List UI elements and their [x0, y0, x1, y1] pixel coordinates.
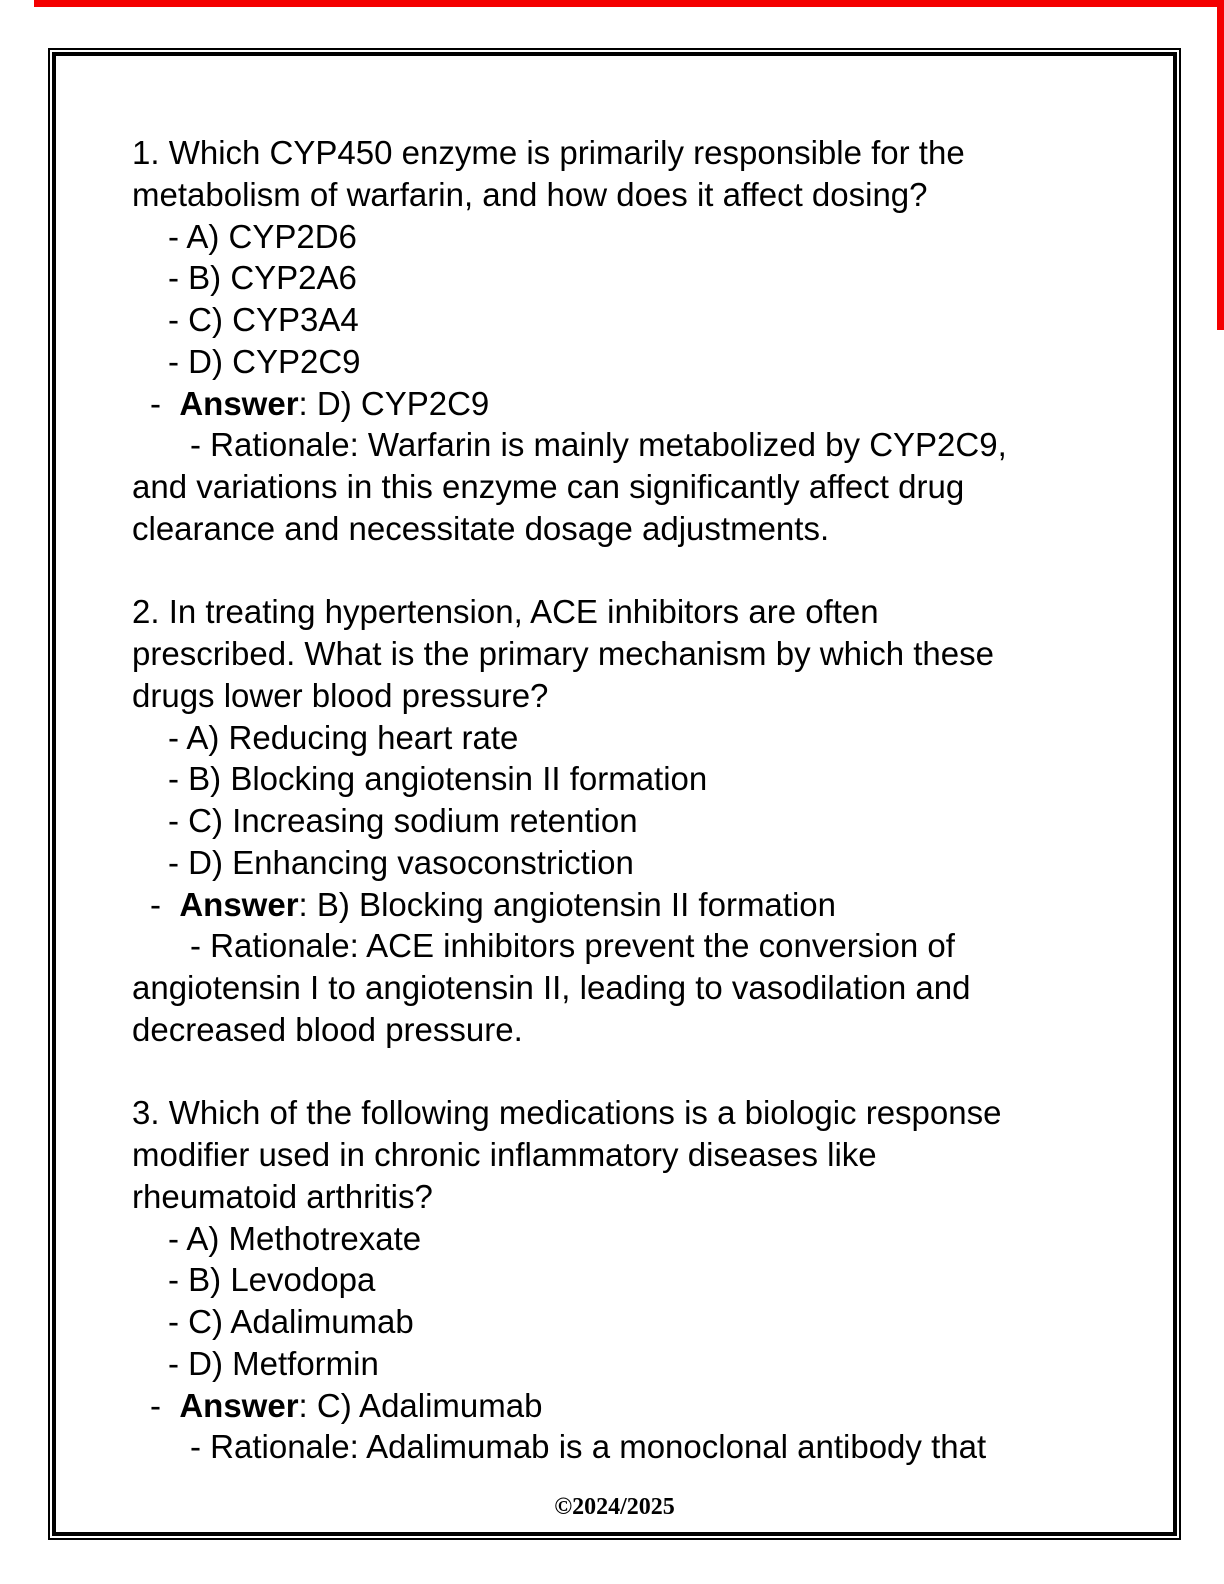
answer-label: Answer [179, 1386, 299, 1424]
answer-value: : C) Adalimumab [298, 1386, 543, 1424]
option-line: - A) Methotrexate [168, 1219, 422, 1257]
cont-line: rheumatoid arthritis? [132, 1177, 433, 1215]
question-line: 1. Which CYP450 enzyme is primarily responsible for the [132, 134, 965, 171]
answer-dash: - [150, 384, 180, 422]
question-block-3 [132, 1092, 1122, 1468]
red-top-edge-mark [34, 0, 1224, 7]
cont-line: and variations in this enzyme can significantly affect drug [132, 468, 965, 505]
cont-line: decreased blood pressure. [132, 1010, 523, 1048]
option-line: - C) Increasing sodium retention [168, 802, 638, 839]
question-block-2 [132, 591, 1122, 1050]
answer-dash: - [150, 885, 180, 923]
answer-line [132, 383, 1122, 425]
option-line: - A) Reducing heart rate [168, 718, 519, 756]
question-line: 3. Which of the following medications is a biologic response [132, 1094, 1002, 1132]
answer-dash: - [150, 1386, 180, 1424]
option-line: - D) Enhancing vasoconstriction [168, 843, 634, 881]
answer-line [132, 884, 1122, 926]
answer-value: : B) Blocking angiotensin II formation [298, 885, 836, 923]
option-line: - A) CYP2D6 [168, 217, 357, 255]
page-footer [48, 1494, 1181, 1520]
option-line: - C) Adalimumab [168, 1303, 414, 1340]
option-line: - D) CYP2C9 [168, 342, 361, 380]
option-line: - D) Metformin [168, 1344, 379, 1382]
cont-line: drugs lower blood pressure? [132, 676, 549, 714]
option-line: - B) CYP2A6 [168, 259, 357, 297]
rationale-line: - Rationale: Warfarin is mainly metabolized by CYP2C9, [190, 426, 1007, 464]
answer-label: Answer [179, 384, 299, 422]
question-line: 2. In treating hypertension, ACE inhibitors are often [132, 593, 879, 631]
copyright-text: ©2024/2025 [554, 1494, 675, 1520]
red-right-edge-mark [1217, 0, 1224, 330]
quiz-body [132, 132, 1122, 1468]
cont-line: modifier used in chronic inflammatory diseases like [132, 1136, 877, 1173]
cont-line: clearance and necessitate dosage adjustments. [132, 509, 830, 547]
cont-line: metabolism of warfarin, and how does it affect dosing? [132, 175, 928, 213]
cont-line: angiotensin I to angiotensin II, leading to vasodilation and [132, 969, 971, 1006]
answer-line [132, 1385, 1122, 1427]
rationale-line: - Rationale: ACE inhibitors prevent the conversion of [190, 927, 955, 965]
option-line: - B) Blocking angiotensin II formation [168, 760, 708, 798]
option-line: - B) Levodopa [168, 1261, 376, 1299]
answer-label: Answer [179, 885, 299, 923]
option-line: - C) CYP3A4 [168, 301, 359, 338]
rationale-line: - Rationale: Adalimumab is a monoclonal antibody that [190, 1428, 987, 1466]
question-block-1 [132, 132, 1122, 550]
answer-value: : D) CYP2C9 [298, 384, 490, 422]
cont-line: prescribed. What is the primary mechanism by which these [132, 635, 994, 672]
